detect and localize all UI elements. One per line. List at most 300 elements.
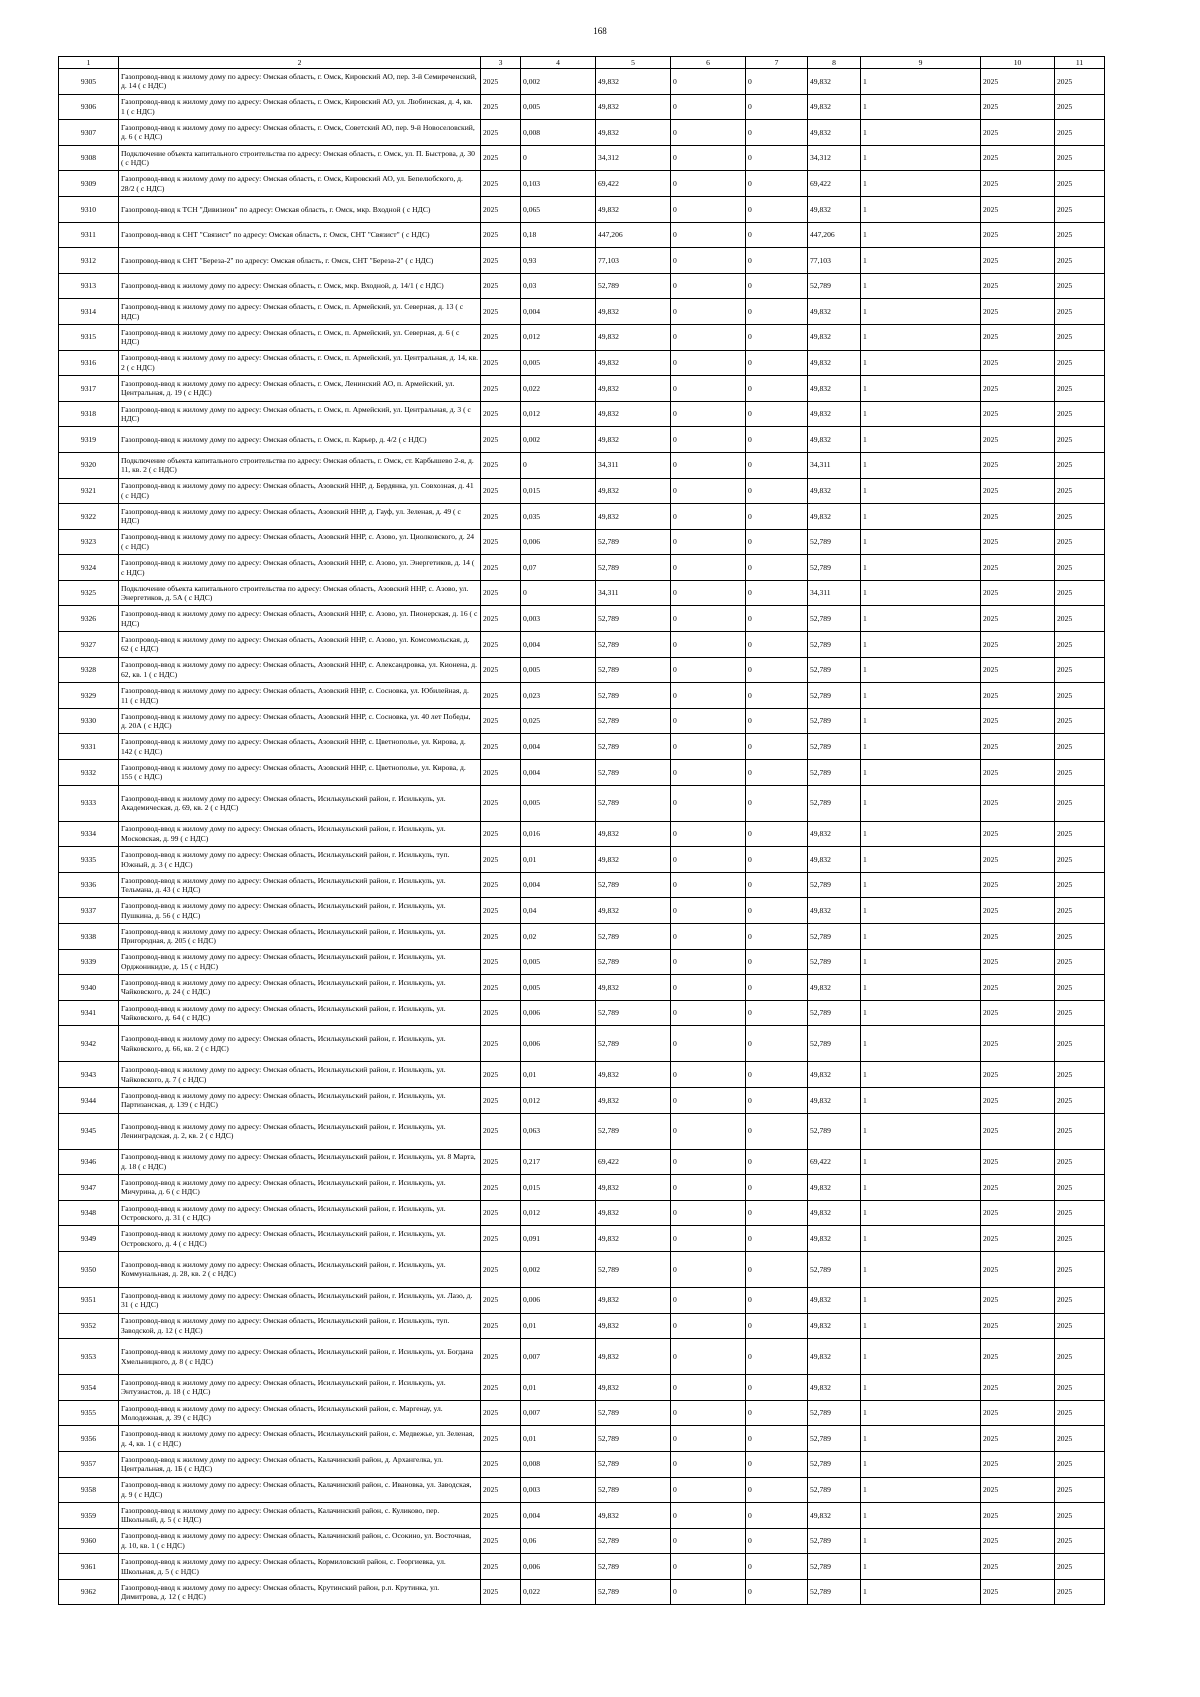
cell-col-8: 52,789: [808, 924, 861, 950]
cell-work-description: Газопровод-ввод к жилому дому по адресу: Омская область, г. Омск, Советский АО, пер. 9-й Новоселовский, д. 6 ( с НДС): [119, 120, 481, 146]
table-row: [59, 1000, 1105, 1026]
cell-col-10: 2025: [981, 69, 1055, 95]
cell-row-number: 9349: [59, 1226, 119, 1252]
cell-col-3: 2025: [481, 1528, 521, 1554]
cell-col-5: 77,103: [596, 248, 671, 274]
cell-col-6: 0: [671, 299, 746, 325]
cell-col-5: 49,832: [596, 1503, 671, 1529]
cell-col-10: 2025: [981, 324, 1055, 350]
cell-col-5: 52,789: [596, 785, 671, 821]
cell-row-number: 9333: [59, 785, 119, 821]
cell-col-7: 0: [746, 427, 808, 453]
cell-col-7: 0: [746, 376, 808, 402]
cell-col-8: 49,832: [808, 1339, 861, 1375]
cell-work-description: Газопровод-ввод к жилому дому по адресу: Омская область, г. Омск, Кировский АО, ул. Любинская, д. 4, кв. 1 ( с НДС): [119, 94, 481, 120]
cell-work-description: Газопровод-ввод к жилому дому по адресу: Омская область, Азовский ННР, с. Азово, ул. Энергетиков, д. 14 ( с НДС): [119, 555, 481, 581]
cell-col-9: 1: [861, 1251, 981, 1287]
table-row: [59, 785, 1105, 821]
cell-col-3: 2025: [481, 1375, 521, 1401]
table-row: [59, 69, 1105, 95]
cell-col-4: 0: [521, 145, 596, 171]
cell-col-5: 49,832: [596, 1226, 671, 1252]
cell-row-number: 9306: [59, 94, 119, 120]
cell-col-4: 0,008: [521, 120, 596, 146]
cell-col-8: 49,832: [808, 69, 861, 95]
cell-col-10: 2025: [981, 1000, 1055, 1026]
cell-col-6: 0: [671, 1528, 746, 1554]
cell-col-8: 49,832: [808, 376, 861, 402]
cell-work-description: Газопровод-ввод к жилому дому по адресу: Омская область, Калачинский район, с. Осокино, ул. Восточная, д. 10, кв. 1 ( с НДС): [119, 1528, 481, 1554]
cell-col-11: 2025: [1055, 949, 1105, 975]
cell-col-4: 0,005: [521, 657, 596, 683]
cell-col-5: 52,789: [596, 1451, 671, 1477]
cell-work-description: Газопровод-ввод к жилому дому по адресу: Омская область, Исилькульский район, г. Исилькуль, ул. Ленинградская, д. 2, кв. 2 ( с НДС): [119, 1113, 481, 1149]
cell-col-4: 0,003: [521, 606, 596, 632]
cell-col-6: 0: [671, 1313, 746, 1339]
cell-col-8: 447,206: [808, 222, 861, 248]
cell-work-description: Подключение объекта капитального строительства по адресу: Омская область, г. Омск, ст. Карбышево 2-я, д. 11, кв. 2 ( с НДС): [119, 452, 481, 478]
cell-col-3: 2025: [481, 734, 521, 760]
cell-col-5: 52,789: [596, 1113, 671, 1149]
cell-col-5: 49,832: [596, 1087, 671, 1113]
cell-col-11: 2025: [1055, 1451, 1105, 1477]
cell-row-number: 9359: [59, 1503, 119, 1529]
cell-col-9: 1: [861, 1313, 981, 1339]
cell-work-description: Газопровод-ввод к жилому дому по адресу: Омская область, Азовский ННР, с. Азово, ул. Комсомольская, д. 62 ( с НДС): [119, 632, 481, 658]
table-row: [59, 1087, 1105, 1113]
cell-col-11: 2025: [1055, 478, 1105, 504]
table-row: [59, 708, 1105, 734]
table-row: [59, 1175, 1105, 1201]
cell-col-3: 2025: [481, 1400, 521, 1426]
cell-work-description: Газопровод-ввод к жилому дому по адресу: Омская область, Исилькульский район, г. Исилькуль, ул. Московская, д. 99 ( с НДС): [119, 821, 481, 847]
cell-col-5: 49,832: [596, 120, 671, 146]
cell-col-5: 52,789: [596, 949, 671, 975]
cell-row-number: 9361: [59, 1554, 119, 1580]
cell-col-7: 0: [746, 171, 808, 197]
table-body: [59, 69, 1105, 1605]
cell-col-8: 52,789: [808, 872, 861, 898]
cell-col-5: 49,832: [596, 821, 671, 847]
table-row: [59, 1503, 1105, 1529]
table-row: [59, 299, 1105, 325]
cell-col-9: 1: [861, 401, 981, 427]
cell-col-9: 1: [861, 734, 981, 760]
cell-work-description: Газопровод-ввод к жилому дому по адресу: Омская область, Исилькульский район, г. Исилькуль, ул. Орджоникидзе, д. 15 ( с НДС): [119, 949, 481, 975]
cell-col-4: 0,003: [521, 1477, 596, 1503]
cell-col-9: 1: [861, 555, 981, 581]
cell-col-10: 2025: [981, 1251, 1055, 1287]
cell-col-10: 2025: [981, 555, 1055, 581]
cell-col-3: 2025: [481, 1579, 521, 1605]
cell-col-10: 2025: [981, 120, 1055, 146]
cell-col-5: 49,832: [596, 1062, 671, 1088]
table-row: [59, 1313, 1105, 1339]
cell-col-8: 69,422: [808, 171, 861, 197]
cell-col-11: 2025: [1055, 299, 1105, 325]
cell-col-10: 2025: [981, 898, 1055, 924]
cell-col-8: 52,789: [808, 1554, 861, 1580]
cell-col-6: 0: [671, 872, 746, 898]
cell-col-8: 49,832: [808, 427, 861, 453]
cell-col-8: 49,832: [808, 898, 861, 924]
cell-col-6: 0: [671, 401, 746, 427]
cell-col-8: 49,832: [808, 120, 861, 146]
table-row: [59, 734, 1105, 760]
table-row: [59, 580, 1105, 606]
cell-row-number: 9315: [59, 324, 119, 350]
cell-col-7: 0: [746, 785, 808, 821]
cell-col-11: 2025: [1055, 1026, 1105, 1062]
cell-row-number: 9334: [59, 821, 119, 847]
cell-row-number: 9308: [59, 145, 119, 171]
cell-col-7: 0: [746, 299, 808, 325]
column-header: 4: [521, 57, 596, 69]
cell-col-5: 447,206: [596, 222, 671, 248]
cell-col-4: 0,004: [521, 734, 596, 760]
cell-row-number: 9318: [59, 401, 119, 427]
cell-row-number: 9307: [59, 120, 119, 146]
cell-col-7: 0: [746, 1226, 808, 1252]
cell-row-number: 9321: [59, 478, 119, 504]
cell-col-3: 2025: [481, 273, 521, 299]
cell-col-6: 0: [671, 1026, 746, 1062]
cell-col-5: 49,832: [596, 1175, 671, 1201]
cell-col-10: 2025: [981, 1579, 1055, 1605]
cell-work-description: Газопровод-ввод к жилому дому по адресу: Омская область, Исилькульский район, г. Исилькуль, ул. Партизанская, д. 139 ( с НДС): [119, 1087, 481, 1113]
cell-work-description: Газопровод-ввод к жилому дому по адресу: Омская область, Исилькульский район, г. Исилькуль, ул. Лазо, д. 31 ( с НДС): [119, 1287, 481, 1313]
column-number-row: [59, 57, 1105, 69]
cell-col-10: 2025: [981, 401, 1055, 427]
cell-col-10: 2025: [981, 427, 1055, 453]
table-row: [59, 222, 1105, 248]
cell-row-number: 9329: [59, 683, 119, 709]
cell-col-10: 2025: [981, 478, 1055, 504]
cell-col-11: 2025: [1055, 1579, 1105, 1605]
cell-col-7: 0: [746, 478, 808, 504]
cell-col-11: 2025: [1055, 1087, 1105, 1113]
cell-col-11: 2025: [1055, 1400, 1105, 1426]
cell-row-number: 9332: [59, 760, 119, 786]
cell-col-3: 2025: [481, 708, 521, 734]
cell-col-4: 0,18: [521, 222, 596, 248]
cell-col-6: 0: [671, 1451, 746, 1477]
cell-col-4: 0,012: [521, 1200, 596, 1226]
cell-row-number: 9344: [59, 1087, 119, 1113]
cell-work-description: Газопровод-ввод к жилому дому по адресу: Омская область, г. Омск, Кировский АО, ул. Бепелюбского, д. 28/2 ( с НДС): [119, 171, 481, 197]
cell-col-8: 52,789: [808, 708, 861, 734]
cell-row-number: 9343: [59, 1062, 119, 1088]
cell-col-8: 49,832: [808, 94, 861, 120]
cell-col-9: 1: [861, 1113, 981, 1149]
cell-col-4: 0,02: [521, 924, 596, 950]
cell-work-description: Газопровод-ввод к жилому дому по адресу: Омская область, Исилькульский район, г. Исилькуль, ул. Пригородная, д. 205 ( с НДС): [119, 924, 481, 950]
cell-col-7: 0: [746, 847, 808, 873]
cell-col-8: 52,789: [808, 1579, 861, 1605]
cell-work-description: Газопровод-ввод к жилому дому по адресу: Омская область, Исилькульский район, г. Исилькуль, туп. Южный, д. 3 ( с НДС): [119, 847, 481, 873]
cell-row-number: 9339: [59, 949, 119, 975]
cell-col-11: 2025: [1055, 975, 1105, 1001]
cell-col-9: 1: [861, 898, 981, 924]
cell-col-9: 1: [861, 120, 981, 146]
cell-col-11: 2025: [1055, 196, 1105, 222]
cell-col-5: 34,311: [596, 580, 671, 606]
cell-col-3: 2025: [481, 632, 521, 658]
cell-col-6: 0: [671, 1426, 746, 1452]
cell-col-5: 52,789: [596, 1026, 671, 1062]
cell-col-11: 2025: [1055, 555, 1105, 581]
cell-col-5: 52,789: [596, 1000, 671, 1026]
cell-col-4: 0,022: [521, 1579, 596, 1605]
page-number: 168: [593, 26, 607, 36]
cell-col-4: 0,005: [521, 975, 596, 1001]
cell-work-description: Газопровод-ввод к жилому дому по адресу: Омская область, г. Омск, п. Армейский, ул. Северная, д. 6 ( с НДС): [119, 324, 481, 350]
table-row: [59, 1477, 1105, 1503]
cell-col-8: 52,789: [808, 1000, 861, 1026]
cell-col-6: 0: [671, 555, 746, 581]
cell-col-7: 0: [746, 975, 808, 1001]
cell-row-number: 9325: [59, 580, 119, 606]
cell-col-4: 0,016: [521, 821, 596, 847]
cell-work-description: Газопровод-ввод к жилому дому по адресу: Омская область, Азовский ННР, с. Азово, ул. Циолковского, д. 24 ( с НДС): [119, 529, 481, 555]
cell-col-11: 2025: [1055, 1113, 1105, 1149]
cell-work-description: Газопровод-ввод к жилому дому по адресу: Омская область, Азовский ННР, с. Цветнополье, ул. Кирова, д. 155 ( с НДС): [119, 760, 481, 786]
cell-col-7: 0: [746, 1175, 808, 1201]
cell-col-6: 0: [671, 1175, 746, 1201]
cell-col-6: 0: [671, 504, 746, 530]
cell-col-7: 0: [746, 452, 808, 478]
cell-col-8: 49,832: [808, 847, 861, 873]
cell-col-9: 1: [861, 1287, 981, 1313]
cell-col-4: 0: [521, 452, 596, 478]
cell-col-7: 0: [746, 1200, 808, 1226]
cell-col-6: 0: [671, 657, 746, 683]
cell-col-6: 0: [671, 760, 746, 786]
cell-col-10: 2025: [981, 1528, 1055, 1554]
cell-col-8: 52,789: [808, 657, 861, 683]
cell-col-11: 2025: [1055, 760, 1105, 786]
cell-col-4: 0,015: [521, 1175, 596, 1201]
cell-col-8: 49,832: [808, 1313, 861, 1339]
cell-col-5: 49,832: [596, 427, 671, 453]
cell-col-9: 1: [861, 1000, 981, 1026]
cell-col-9: 1: [861, 427, 981, 453]
cell-col-11: 2025: [1055, 872, 1105, 898]
cell-col-9: 1: [861, 376, 981, 402]
cell-col-7: 0: [746, 760, 808, 786]
table-row: [59, 324, 1105, 350]
cell-col-10: 2025: [981, 606, 1055, 632]
cell-col-8: 52,789: [808, 606, 861, 632]
cell-work-description: Газопровод-ввод к жилому дому по адресу: Омская область, Исилькульский район, г. Исилькуль, ул. Чайковского, д. 24 ( с НДС): [119, 975, 481, 1001]
cell-col-10: 2025: [981, 196, 1055, 222]
cell-col-8: 52,789: [808, 1251, 861, 1287]
cell-col-4: 0,012: [521, 324, 596, 350]
cell-work-description: Газопровод-ввод к жилому дому по адресу: Омская область, Исилькульский район, г. Исилькуль, ул. Островского, д. 4 ( с НДС): [119, 1226, 481, 1252]
cell-work-description: Газопровод-ввод к жилому дому по адресу: Омская область, Исилькульский район, г. Исилькуль, ул. Чайковского, д. 66, кв. 2 ( с НДС): [119, 1026, 481, 1062]
cell-col-3: 2025: [481, 760, 521, 786]
cell-col-6: 0: [671, 1579, 746, 1605]
cell-row-number: 9328: [59, 657, 119, 683]
cell-col-3: 2025: [481, 1339, 521, 1375]
cell-col-4: 0,023: [521, 683, 596, 709]
cell-col-11: 2025: [1055, 1226, 1105, 1252]
cell-col-11: 2025: [1055, 683, 1105, 709]
table-row: [59, 632, 1105, 658]
cell-col-9: 1: [861, 350, 981, 376]
cell-col-9: 1: [861, 324, 981, 350]
cell-row-number: 9351: [59, 1287, 119, 1313]
cell-col-7: 0: [746, 1528, 808, 1554]
cell-col-9: 1: [861, 504, 981, 530]
cell-work-description: Газопровод-ввод к жилому дому по адресу: Омская область, Исилькульский район, г. Исилькуль, ул. Богдана Хмельницкого, д. 8 ( с НДС): [119, 1339, 481, 1375]
cell-col-8: 49,832: [808, 821, 861, 847]
table-row: [59, 452, 1105, 478]
cell-row-number: 9311: [59, 222, 119, 248]
cell-col-6: 0: [671, 1251, 746, 1287]
cell-work-description: Газопровод-ввод к жилому дому по адресу: Омская область, г. Омск, п. Карьер, д. 4/2 ( с НДС): [119, 427, 481, 453]
cell-row-number: 9350: [59, 1251, 119, 1287]
cell-col-5: 69,422: [596, 1149, 671, 1175]
cell-row-number: 9310: [59, 196, 119, 222]
cell-col-10: 2025: [981, 1451, 1055, 1477]
cell-col-3: 2025: [481, 1287, 521, 1313]
cell-col-6: 0: [671, 683, 746, 709]
cell-col-4: 0,04: [521, 898, 596, 924]
cell-col-9: 1: [861, 975, 981, 1001]
cell-col-11: 2025: [1055, 1313, 1105, 1339]
cell-col-10: 2025: [981, 975, 1055, 1001]
cell-col-6: 0: [671, 69, 746, 95]
cell-col-9: 1: [861, 924, 981, 950]
cell-work-description: Газопровод-ввод к жилому дому по адресу: Омская область, Исилькульский район, г. Исилькуль, ул. Коммунальная, д. 28, кв. 2 ( с НДС): [119, 1251, 481, 1287]
cell-col-10: 2025: [981, 222, 1055, 248]
table-row: [59, 821, 1105, 847]
cell-col-4: 0,035: [521, 504, 596, 530]
cell-col-4: 0,002: [521, 1251, 596, 1287]
cell-col-4: 0,006: [521, 1554, 596, 1580]
cell-row-number: 9326: [59, 606, 119, 632]
cell-col-4: 0,93: [521, 248, 596, 274]
cell-col-6: 0: [671, 1477, 746, 1503]
column-header: 10: [981, 57, 1055, 69]
cell-col-7: 0: [746, 1503, 808, 1529]
table-row: [59, 145, 1105, 171]
table-row: [59, 350, 1105, 376]
cell-row-number: 9340: [59, 975, 119, 1001]
cell-row-number: 9312: [59, 248, 119, 274]
cell-col-9: 1: [861, 248, 981, 274]
cell-col-5: 52,789: [596, 1579, 671, 1605]
cell-row-number: 9352: [59, 1313, 119, 1339]
cell-col-10: 2025: [981, 632, 1055, 658]
column-header: 3: [481, 57, 521, 69]
cell-col-4: 0,006: [521, 1287, 596, 1313]
cell-col-5: 34,312: [596, 145, 671, 171]
cell-col-9: 1: [861, 708, 981, 734]
cell-col-7: 0: [746, 555, 808, 581]
cell-col-3: 2025: [481, 376, 521, 402]
table-row: [59, 1451, 1105, 1477]
cell-row-number: 9319: [59, 427, 119, 453]
cell-work-description: Газопровод-ввод к СНТ "Береза-2" по адресу: Омская область, г. Омск, СНТ "Береза-2" ( с НДС): [119, 248, 481, 274]
cell-col-8: 52,789: [808, 555, 861, 581]
cell-row-number: 9305: [59, 69, 119, 95]
cell-col-7: 0: [746, 1579, 808, 1605]
cell-col-8: 52,789: [808, 1426, 861, 1452]
cell-col-11: 2025: [1055, 1375, 1105, 1401]
cell-col-3: 2025: [481, 821, 521, 847]
cell-col-10: 2025: [981, 1400, 1055, 1426]
cell-row-number: 9347: [59, 1175, 119, 1201]
cell-col-11: 2025: [1055, 529, 1105, 555]
cell-col-7: 0: [746, 1339, 808, 1375]
cell-row-number: 9336: [59, 872, 119, 898]
cell-col-4: 0,004: [521, 872, 596, 898]
cell-work-description: Газопровод-ввод к жилому дому по адресу: Омская область, Калачинский район, с. Ивановка, ул. Заводская, д. 9 ( с НДС): [119, 1477, 481, 1503]
cell-col-3: 2025: [481, 924, 521, 950]
cell-work-description: Газопровод-ввод к жилому дому по адресу: Омская область, Азовский ННР, д. Гауф, ул. Зеленая, д. 49 ( с НДС): [119, 504, 481, 530]
cell-col-7: 0: [746, 1287, 808, 1313]
cell-col-4: 0,005: [521, 94, 596, 120]
cell-work-description: Газопровод-ввод к жилому дому по адресу: Омская область, Исилькульский район, с. Маргенау, ул. Молодежная, д. 39 ( с НДС): [119, 1400, 481, 1426]
cell-col-5: 49,832: [596, 975, 671, 1001]
cell-col-8: 52,789: [808, 949, 861, 975]
cell-col-7: 0: [746, 94, 808, 120]
table-row: [59, 1426, 1105, 1452]
cell-row-number: 9355: [59, 1400, 119, 1426]
cell-col-3: 2025: [481, 949, 521, 975]
cell-col-9: 1: [861, 478, 981, 504]
cell-row-number: 9338: [59, 924, 119, 950]
cell-col-7: 0: [746, 248, 808, 274]
cell-col-7: 0: [746, 529, 808, 555]
table-row: [59, 427, 1105, 453]
cell-col-8: 52,789: [808, 529, 861, 555]
cell-col-7: 0: [746, 120, 808, 146]
cell-col-6: 0: [671, 734, 746, 760]
column-header: 11: [1055, 57, 1105, 69]
cell-col-9: 1: [861, 1503, 981, 1529]
cell-col-5: 52,789: [596, 734, 671, 760]
cell-col-8: 34,311: [808, 452, 861, 478]
table-row: [59, 478, 1105, 504]
cell-col-6: 0: [671, 478, 746, 504]
table-row: [59, 94, 1105, 120]
cell-col-6: 0: [671, 1226, 746, 1252]
cell-col-4: 0,006: [521, 1026, 596, 1062]
cell-col-5: 49,832: [596, 196, 671, 222]
cell-col-5: 52,789: [596, 924, 671, 950]
table-row: [59, 248, 1105, 274]
cell-row-number: 9313: [59, 273, 119, 299]
cell-work-description: Газопровод-ввод к жилому дому по адресу: Омская область, Исилькульский район, г. Исилькуль, ул. Чайковского, д. 64 ( с НДС): [119, 1000, 481, 1026]
cell-col-10: 2025: [981, 1287, 1055, 1313]
cell-col-9: 1: [861, 196, 981, 222]
cell-col-11: 2025: [1055, 1149, 1105, 1175]
cell-col-9: 1: [861, 683, 981, 709]
cell-col-3: 2025: [481, 529, 521, 555]
cell-row-number: 9320: [59, 452, 119, 478]
cell-col-4: 0,07: [521, 555, 596, 581]
table-row: [59, 120, 1105, 146]
column-header: 9: [861, 57, 981, 69]
cell-col-11: 2025: [1055, 898, 1105, 924]
cell-col-9: 1: [861, 632, 981, 658]
cell-col-3: 2025: [481, 478, 521, 504]
cell-col-8: 52,789: [808, 734, 861, 760]
table-row: [59, 1113, 1105, 1149]
